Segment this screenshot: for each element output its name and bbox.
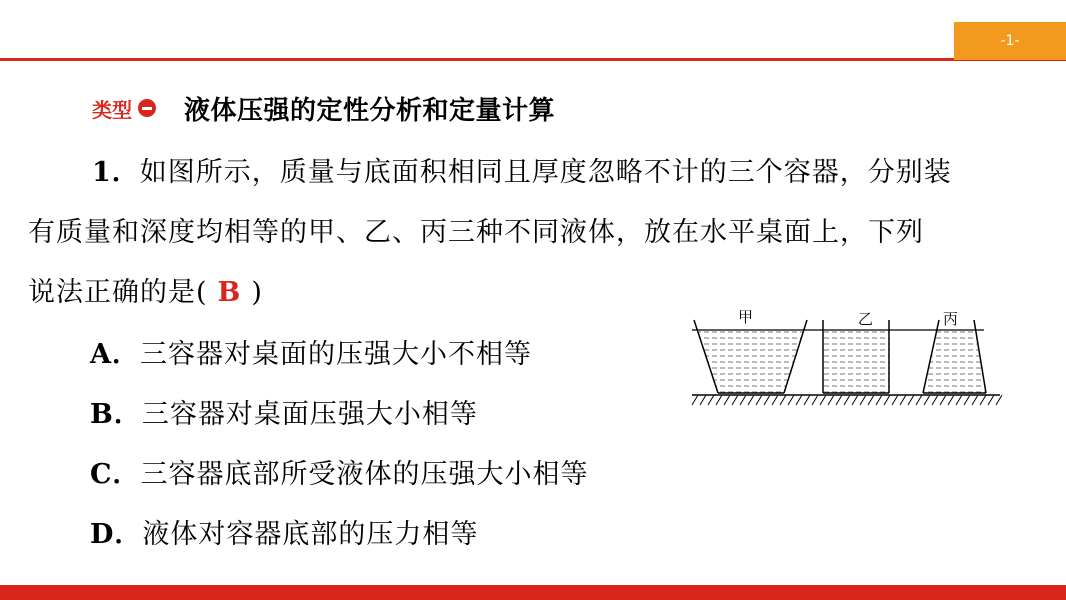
option-letter: B． [90, 399, 142, 430]
containers-figure [688, 305, 1008, 415]
answer-text: B [217, 277, 242, 308]
page-number-tab [954, 22, 1066, 60]
option-text: 三容器对桌面的压强大小不相等 [139, 339, 532, 370]
type-label: 类型 [92, 97, 132, 122]
option-d [90, 512, 478, 551]
section-title: 液体压强的定性分析和定量计算 [184, 95, 556, 126]
question-line-2 [28, 210, 924, 249]
question-text-3: 说法正确的是( [28, 277, 208, 308]
option-c [90, 452, 589, 491]
section-heading [92, 86, 555, 130]
option-letter: D． [90, 519, 143, 550]
type-one-icon [138, 99, 156, 117]
question-text-2: 有质量和深度均相等的甲、乙、丙三种不同液体，放在水平桌面上，下列 [28, 217, 924, 248]
page-number: -1- [1000, 33, 1020, 49]
footer-bar [0, 585, 1066, 600]
option-letter: A． [90, 339, 140, 370]
label-bing: 丙 [943, 310, 959, 328]
question-number: 1． [92, 157, 140, 188]
option-text: 三容器对桌面压强大小相等 [141, 399, 478, 430]
question-text-1: 如图所示，质量与底面积相同且厚度忽略不计的三个容器，分别装 [139, 157, 952, 188]
table-surface [692, 395, 1002, 405]
option-text: 三容器底部所受液体的压强大小相等 [140, 459, 589, 490]
label-yi: 乙 [858, 310, 874, 328]
question-text-3-end: ) [251, 277, 263, 308]
option-text: 液体对容器底部的压力相等 [142, 519, 479, 550]
option-b [90, 392, 478, 431]
question-line-1 [92, 150, 952, 189]
question-line-3 [28, 270, 263, 309]
option-letter: C． [90, 459, 141, 490]
option-a [90, 332, 532, 371]
header-divider [0, 58, 1066, 61]
label-jia: 甲 [738, 308, 754, 326]
